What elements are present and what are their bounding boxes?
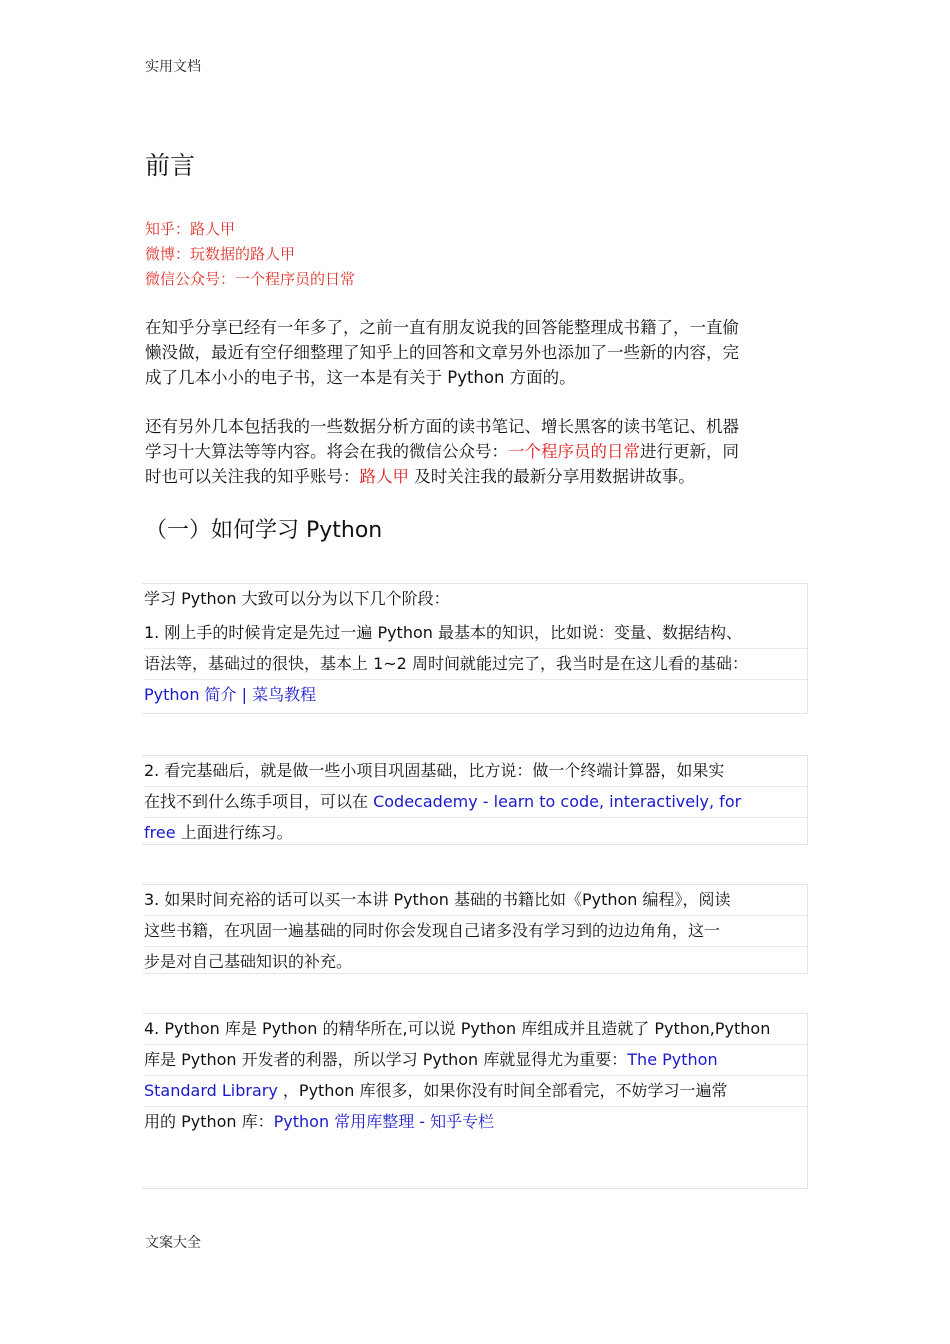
stage-box-1 <box>142 583 808 714</box>
paragraph-line: 在知乎分享已经有一年多了，之前一直有朋友说我的回答能整理成书籍了，一直偷 <box>145 318 739 337</box>
stage-box-4 <box>142 1013 808 1189</box>
paragraph-line: 懒没做，最近有空仔细整理了知乎上的回答和文章另外也添加了一些新的内容，完 <box>145 343 739 362</box>
page-header: 实用文档 <box>145 59 201 75</box>
text-segment: ，Python 库很多，如果你没有时间全部看完，不妨学习一遍常 <box>277 1081 728 1100</box>
stage-line: 语法等，基础过的很快，基本上 1~2 周时间就能过完了，我当时是在这儿看的基础： <box>144 649 807 680</box>
contact-wechat: 微信公众号：一个程序员的日常 <box>145 270 356 288</box>
stage-line: 1. 刚上手的时候肯定是先过一遍 Python 最基本的知识，比如说：变量、数据结构、 <box>144 618 807 649</box>
stage-box-2 <box>142 755 808 845</box>
stage-line: 步是对自己基础知识的补充。 <box>144 952 353 971</box>
stage-line <box>144 787 807 818</box>
text-segment: 及时关注我的最新分享用数据讲故事。 <box>409 467 695 486</box>
page-title: 前言 <box>145 151 196 180</box>
runoob-python-link[interactable]: Python 简介 | 菜鸟教程 <box>144 685 317 704</box>
python-stdlib-link-continued[interactable]: Standard Library <box>144 1081 278 1100</box>
text-segment: 库是 Python 开发者的利器，所以学习 Python 库就显得尤为重要： <box>144 1050 628 1069</box>
zhihu-column-link[interactable]: Python 常用库整理 - 知乎专栏 <box>273 1112 495 1131</box>
stage-line: 3. 如果时间充裕的话可以买一本讲 Python 基础的书籍比如《Python 编程》，阅读 <box>144 885 807 916</box>
paragraph-line <box>145 439 810 464</box>
stage-line: 4. Python 库是 Python 的精华所在,可以说 Python 库组成并且造就了 Python,Python <box>144 1014 807 1045</box>
paragraph-line: 成了几本小小的电子书，这一本是有关于 Python 方面的。 <box>145 368 576 387</box>
text-segment: 上面进行练习。 <box>175 823 293 842</box>
stage-line <box>144 818 807 848</box>
text-segment: 进行更新，同 <box>640 442 739 461</box>
contact-zhihu: 知乎：路人甲 <box>145 220 236 238</box>
python-stdlib-link[interactable]: The Python <box>627 1050 718 1069</box>
text-segment: 时也可以关注我的知乎账号： <box>145 467 360 486</box>
page-footer: 文案大全 <box>145 1235 201 1251</box>
wechat-account-highlight: 一个程序员的日常 <box>508 442 640 461</box>
stage-line <box>144 1107 807 1137</box>
stage-intro: 学习 Python 大致可以分为以下几个阶段： <box>144 589 450 608</box>
paragraph-line <box>145 464 810 489</box>
text-segment: 用的 Python 库： <box>144 1112 274 1131</box>
intro-paragraph <box>145 315 810 390</box>
zhihu-account-highlight: 路人甲 <box>359 467 409 486</box>
stage-line: 2. 看完基础后，就是做一些小项目巩固基础，比方说：做一个终端计算器，如果实 <box>144 756 807 787</box>
codecademy-link-continued[interactable]: free <box>144 823 176 842</box>
stage-line: 这些书籍，在巩固一遍基础的同时你会发现自己诸多没有学习到的边边角角，这一 <box>144 916 807 947</box>
text-segment: 学习十大算法等等内容。将会在我的微信公众号： <box>145 442 508 461</box>
text-segment: 在找不到什么练手项目，可以在 <box>144 792 374 811</box>
stage-line <box>144 680 807 710</box>
contact-list <box>145 217 355 292</box>
stage-line <box>144 1076 807 1107</box>
codecademy-link[interactable]: Codecademy - learn to code, interactively, for <box>373 792 742 811</box>
stage-line <box>144 1045 807 1076</box>
books-paragraph <box>145 414 810 489</box>
paragraph-line: 还有另外几本包括我的一些数据分析方面的读书笔记、增长黑客的读书笔记、机器 <box>145 417 739 436</box>
contact-weibo: 微博：玩数据的路人甲 <box>145 245 296 263</box>
stage-box-3 <box>142 884 808 974</box>
section-heading: （一）如何学习 Python <box>145 518 383 543</box>
